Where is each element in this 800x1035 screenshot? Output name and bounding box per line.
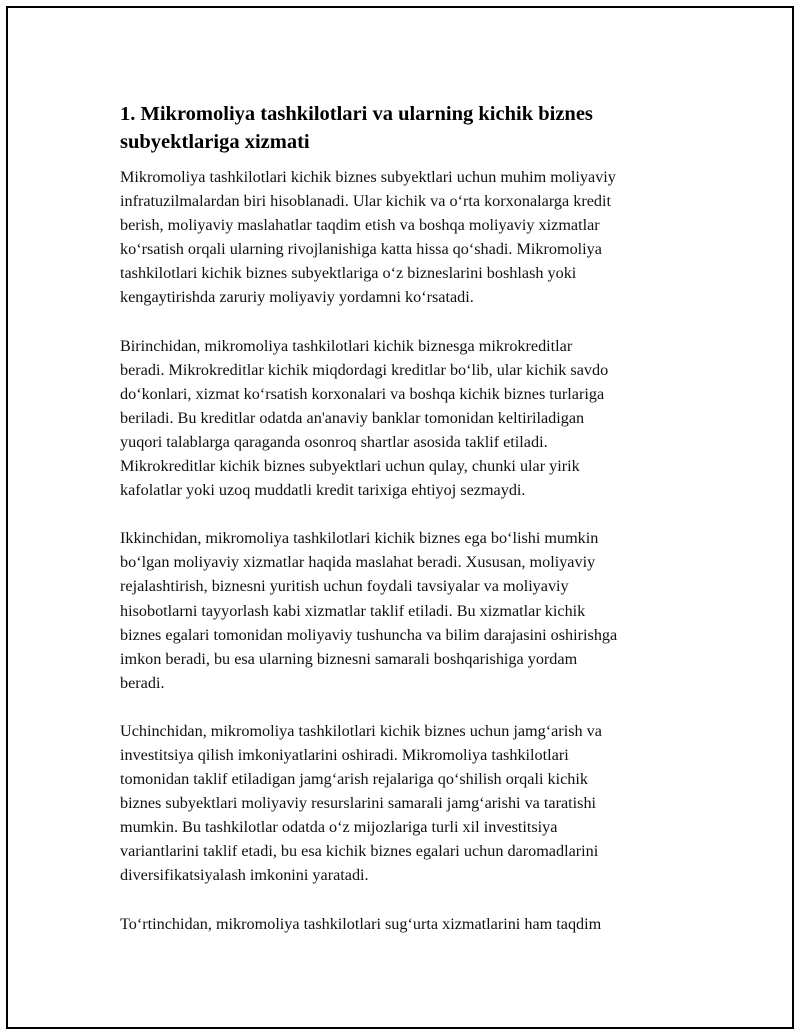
text-line: tashkilotlari kichik biznes subyektlariga oʻz bizneslarini boshlash yoki	[120, 264, 577, 283]
text-line: doʻkonlari, xizmat koʻrsatish korxonalari va boshqa kichik biznes turlariga	[120, 384, 605, 403]
text-line: variantlarini taklif etadi, bu esa kichik biznes egalari uchun daromadlarini	[120, 842, 599, 861]
text-line: boʻlgan moliyaviy xizmatlar haqida maslahat beradi. Xususan, moliyaviy	[120, 553, 596, 572]
text-line: Mikrokreditlar kichik biznes subyektlari uchun qulay, chunki ular yirik	[120, 457, 580, 476]
text-line: koʻrsatish orqali ularning rivojlanishiga katta hissa qoʻshadi. Mikromoliya	[120, 240, 602, 259]
text-line: mumkin. Bu tashkilotlar odatda oʻz mijozlariga turli xil investitsiya	[120, 818, 558, 837]
text-line: Birinchidan, mikromoliya tashkilotlari kichik biznesga mikrokreditlar	[120, 336, 573, 355]
text-line: infratuzilmalardan biri hisoblanadi. Ular kichik va oʻrta korxonalarga kredit	[120, 192, 611, 211]
text-line: biznes subyektlari moliyaviy resurslarini samarali jamgʻarishi va taratishi	[120, 794, 597, 813]
text-line: berish, moliyaviy maslahatlar taqdim etish va boshqa moliyaviy xizmatlar	[120, 216, 600, 235]
text-line: Ikkinchidan, mikromoliya tashkilotlari kichik biznes ega boʻlishi mumkin	[120, 529, 599, 548]
heading-line: subyektlariga xizmati	[120, 131, 310, 153]
text-line: beriladi. Bu kreditlar odatda an'anaviy banklar tomonidan keltiriladigan	[120, 408, 585, 427]
text-line: investitsiya qilish imkoniyatlarini oshiradi. Mikromoliya tashkilotlari	[120, 745, 569, 764]
text-line: Toʻrtinchidan, mikromoliya tashkilotlari sugʻurta xizmatlarini ham taqdim	[120, 914, 602, 933]
text-line: imkon beradi, bu esa ularning biznesni samarali boshqarishiga yordam	[120, 649, 578, 668]
text-line: Uchinchidan, mikromoliya tashkilotlari kichik biznes uchun jamgʻarish va	[120, 721, 602, 740]
page-frame	[6, 6, 794, 1029]
paragraph-first	[120, 334, 680, 503]
paragraph-intro	[120, 165, 680, 310]
text-line: kafolatlar yoki uzoq muddatli kredit tarixiga ehtiyoj sezmaydi.	[120, 481, 526, 500]
document-body	[120, 100, 680, 960]
section-heading	[120, 100, 680, 156]
paragraph-third	[120, 719, 680, 888]
text-line: rejalashtirish, biznesni yuritish uchun foydali tavsiyalar va moliyaviy	[120, 577, 569, 596]
text-line: tomonidan taklif etiladigan jamgʻarish rejalariga qoʻshilish orqali kichik	[120, 770, 588, 789]
text-line: beradi. Mikrokreditlar kichik miqdordagi kreditlar boʻlib, ular kichik savdo	[120, 360, 609, 379]
text-line: biznes egalari tomonidan moliyaviy tushuncha va bilim darajasini oshirishga	[120, 625, 618, 644]
paragraph-fourth	[120, 912, 680, 936]
text-line: Mikromoliya tashkilotlari kichik biznes subyektlari uchun muhim moliyaviy	[120, 168, 616, 186]
text-line: kengaytirishda zaruriy moliyaviy yordamni koʻrsatadi.	[120, 288, 474, 307]
heading-line: 1. Mikromoliya tashkilotlari va ularning kichik biznes	[120, 103, 593, 125]
text-line: hisobotlarni tayyorlash kabi xizmatlar taklif etiladi. Bu xizmatlar kichik	[120, 601, 586, 620]
text-line: beradi.	[120, 673, 165, 692]
text-line: diversifikatsiyalash imkonini yaratadi.	[120, 866, 369, 885]
paragraph-second	[120, 526, 680, 695]
text-line: yuqori talablarga qaraganda osonroq shartlar asosida taklif etiladi.	[120, 432, 548, 451]
